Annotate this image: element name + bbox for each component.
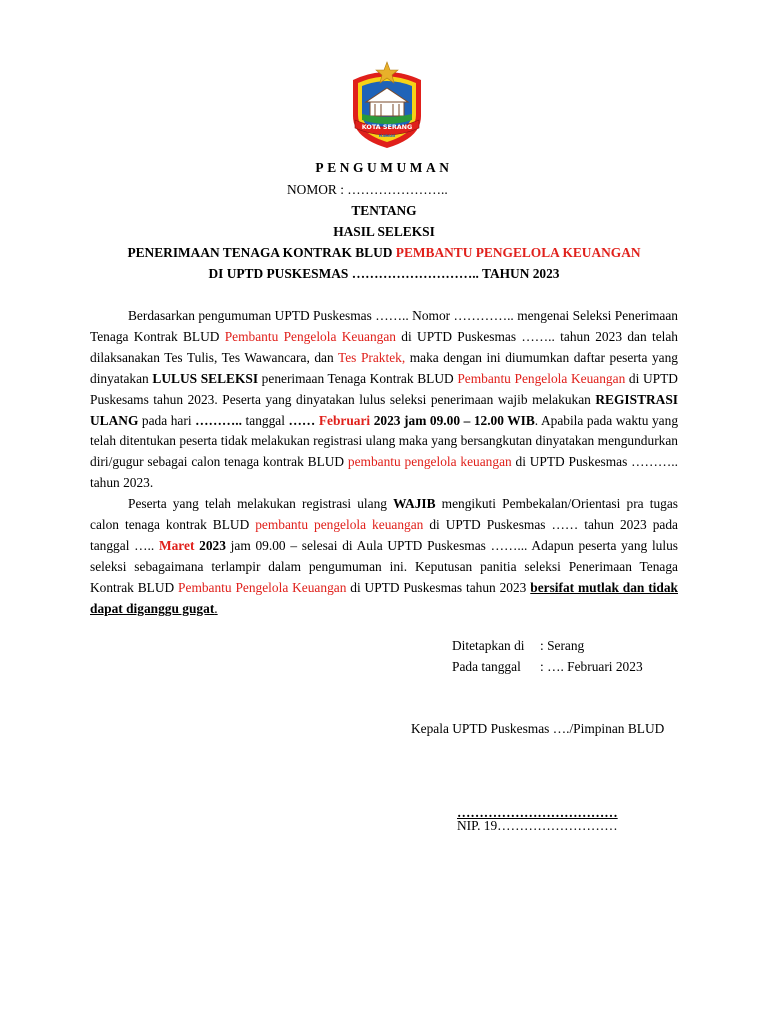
p2-bold-2: 2023 xyxy=(194,537,226,553)
p2-red-1: pembantu pengelola keuangan xyxy=(255,517,424,533)
p1-red-4: Februari xyxy=(315,412,371,428)
signatory-name: ……………………………… xyxy=(457,805,618,820)
p1-bold-5: 2023 jam 09.00 – 12.00 WIB xyxy=(370,412,535,428)
ditetapkan-value: : Serang xyxy=(540,638,585,653)
subject-position-red: PEMBANTU PENGELOLA KEUANGAN xyxy=(395,245,641,260)
p1-text-3: maka dengan ini diumumkan daftar peserta yang dinyatakan xyxy=(90,349,678,386)
p2-bold-underline: bersifat mutlak dan tidak dapat diganggu gugat xyxy=(90,579,678,616)
p1-text-4: penerimaan Tenaga Kontrak BLUD xyxy=(258,370,458,386)
p1-bold-4: …… xyxy=(288,412,316,428)
signatory-nip: NIP. 19……………………… xyxy=(457,818,618,833)
document-title: PENGUMUMAN xyxy=(315,160,453,175)
p2-red-3: Pembantu Pengelola Keuangan xyxy=(178,579,347,595)
subject-line-1-text: PENERIMAAN TENAGA KONTRAK BLUD xyxy=(127,245,396,260)
tanggal-label: Pada tanggal xyxy=(452,659,521,674)
subject-line-2: DI UPTD PUSKESMAS ……………………….. TAHUN 2023 xyxy=(208,266,560,281)
tentang-heading: TENTANG xyxy=(351,203,417,218)
hasil-seleksi-heading: HASIL SELEKSI xyxy=(333,224,435,239)
p2-text-1: Peserta yang telah melakukan registrasi ulang xyxy=(128,496,394,512)
p1-text-1: Berdasarkan pengumuman UPTD Puskesmas …….. Nomor ………….. mengenai Seleksi Penerimaan Tenaga Kontrak BLUD xyxy=(90,308,678,344)
logo-banner-text: KOTA SERANG xyxy=(361,123,413,131)
paragraph-2 xyxy=(90,494,678,619)
p1-text-8: . Apabila pada waktu yang telah ditentukan peserta tidak melakukan registrasi ulang maka yang bersangkutan dinyatakan mengundurkan diri/gugur sebagai calon tenaga kontrak BLUD xyxy=(90,412,679,470)
paragraph-1 xyxy=(90,306,678,494)
p1-red-5: pembantu pengelola keuangan xyxy=(347,454,512,470)
signatory-position: Kepala UPTD Puskesmas …./Pimpinan BLUD xyxy=(411,721,665,736)
p1-red-3: Pembantu Pengelola Keuangan xyxy=(457,370,626,386)
p2-text-3: di UPTD Puskesmas …… tahun 2023 pada tanggal ….. xyxy=(90,517,679,553)
p1-text-9: di UPTD Puskesmas ……….. tahun 2023. xyxy=(90,454,678,491)
subject-line-1 xyxy=(0,245,768,261)
p2-text-5: di UPTD Puskesmas tahun 2023 xyxy=(346,579,531,595)
p2-text-6: . xyxy=(214,600,218,616)
tanggal-value: : …. Februari 2023 xyxy=(540,659,643,674)
p1-text-7: tanggal xyxy=(241,412,289,428)
announcement-body xyxy=(90,306,678,620)
p2-text-2: mengikuti Pembekalan/Orientasi pra tugas calon tenaga kontrak BLUD xyxy=(90,496,678,533)
p1-bold-1: LULUS SELEKSI xyxy=(152,370,259,386)
p1-text-6: pada hari xyxy=(138,412,196,428)
p1-text-5: di UPTD Puskesams tahun 2023. Peserta yang dinyatakan lulus seleksi penerimaan wajib melakukan xyxy=(90,370,678,407)
p1-text-2: di UPTD Puskesmas …….. tahun 2023 dan telah dilaksanakan Tes Tulis, Tes Wawancara, dan xyxy=(90,328,678,365)
nomor-line: NOMOR : ………………….. xyxy=(287,182,448,197)
logo-motto-text: MADANI xyxy=(378,134,396,138)
p1-bold-3: ……….. xyxy=(195,412,242,428)
p2-red-2: Maret xyxy=(158,537,195,553)
p1-red-2: Tes Praktek, xyxy=(338,349,406,365)
ditetapkan-label: Ditetapkan di xyxy=(452,638,525,653)
p1-red-1: Pembantu Pengelola Keuangan xyxy=(224,328,396,344)
p1-bold-2: REGISTRASI ULANG xyxy=(90,391,678,428)
p2-bold-1: WAJIB xyxy=(393,496,436,512)
p2-text-4: jam 09.00 – selesai di Aula UPTD Puskesmas ……... Adapun peserta yang lulus seleksi sebagaimana terlampir dalam pengumuman ini. Keputusan panitia seleksi Penerimaan Tenaga Kontrak BLUD xyxy=(90,537,678,595)
kota-serang-emblem-icon xyxy=(345,58,429,150)
